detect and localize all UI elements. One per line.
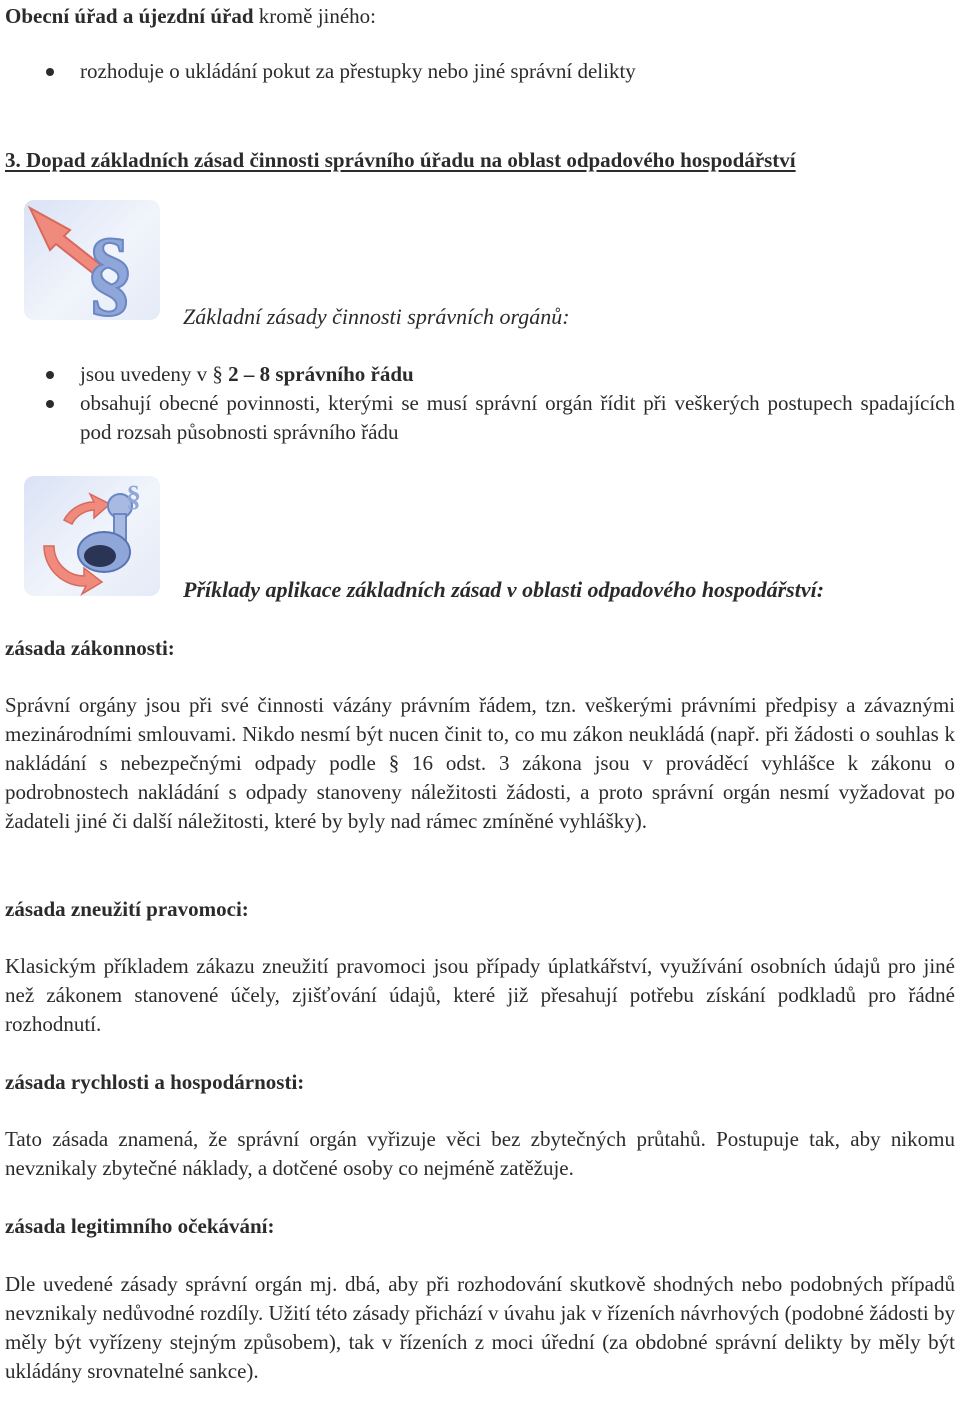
list-item: [5, 360, 955, 389]
list-item: [5, 389, 955, 447]
principles-list: [5, 360, 955, 447]
section-title: 3. Dopad základních zásad činnosti správního úřadu na oblast odpadového hospodářství: [5, 148, 796, 172]
bullet-icon: [46, 68, 54, 76]
svg-text:§: §: [126, 480, 141, 513]
principle-text-abuse: Klasickým příkladem zákazu zneužití pravomoci jsou případy úplatkářství, využívání osobních údajů pro jiné než zákonem stanovené účely, zjišťování údajů, které již přesahují potřebu získání podkladů pro řádné rozhodnutí.: [5, 954, 955, 1036]
principle-text-speed: Tato zásada znamená, že správní orgán vyřizuje věci bez zbytečných průtahů. Postupuje tak, aby nikomu nevznikaly zbytečné náklady, a dotčené osoby co nejméně zatěžuje.: [5, 1127, 955, 1180]
intro-heading: [5, 2, 376, 31]
principle-heading-legality: zásada zákonnosti:: [5, 636, 175, 660]
principle-heading-abuse: zásada zneužití pravomoci:: [5, 897, 249, 921]
principle-text-legality: Správní orgány jsou při své činnosti vázány právním řádem, tzn. veškerými právními předpisy a závaznými mezinárodními smlouvami. Nikdo nesmí být nucen činit to, co mu zákon neukládá (např. při žádosti o souhlas k nakládání s nebezpečnými odpady podle § 16 odst. 3 zákona jsou v prováděcí vyhlášce k zákonu o podrobnostech nakládání s odpady stanoveny náležitosti žádosti, a proto správní orgán nesmí vyžadovat po žadateli jiné či další náležitosti, které by byly nad rámec zmíněné vyhlášky).: [5, 693, 955, 833]
intro-heading-bold: Obecní úřad a újezdní úřad: [5, 4, 254, 28]
principle-text-expectation: Dle uvedené zásady správní orgán mj. dbá, aby při rozhodování skutkově shodných nebo podobných případů nevznikaly nedůvodné rozdíly. Užití této zásady přichází v úvahu jak v řízeních návrhových (podobné žádosti by měly být vyřízeny stejným způsobem), tak v řízeních z moci úřední (za obdobné správní delikty by měly být ukládány srovnatelné sankce).: [5, 1272, 955, 1383]
list-item-pre: jsou uvedeny v: [80, 362, 213, 386]
intro-bullet-list: [5, 57, 955, 86]
intro-heading-rest: kromě jiného:: [253, 4, 377, 28]
examples-subtitle: Příklady aplikace základních zásad v oblasti odpadového hospodářství:: [183, 577, 825, 602]
principle-heading-expectation: zásada legitimního očekávání:: [5, 1214, 275, 1238]
bullet-icon: [46, 371, 54, 379]
paragraph-arrow-icon: [24, 200, 160, 320]
list-item-text: rozhoduje o ukládání pokut za přestupky nebo jiné správní delikty: [80, 59, 636, 83]
list-item: [5, 57, 955, 86]
list-item-bold: 2 – 8 správního řádu: [222, 362, 414, 386]
svg-text:§: §: [86, 218, 134, 320]
principles-subtitle: Základní zásady činnosti správních orgánů:: [183, 304, 570, 329]
stamp-rotate-icon: [24, 476, 160, 596]
list-item-text: obsahují obecné povinnosti, kterými se musí správní orgán řídit při veškerých postupech spadajících pod rozsah působnosti správního řádu: [80, 391, 955, 444]
paragraph-sign: §: [212, 362, 223, 386]
principle-heading-speed: zásada rychlosti a hospodárnosti:: [5, 1070, 305, 1094]
bullet-icon: [46, 400, 54, 408]
